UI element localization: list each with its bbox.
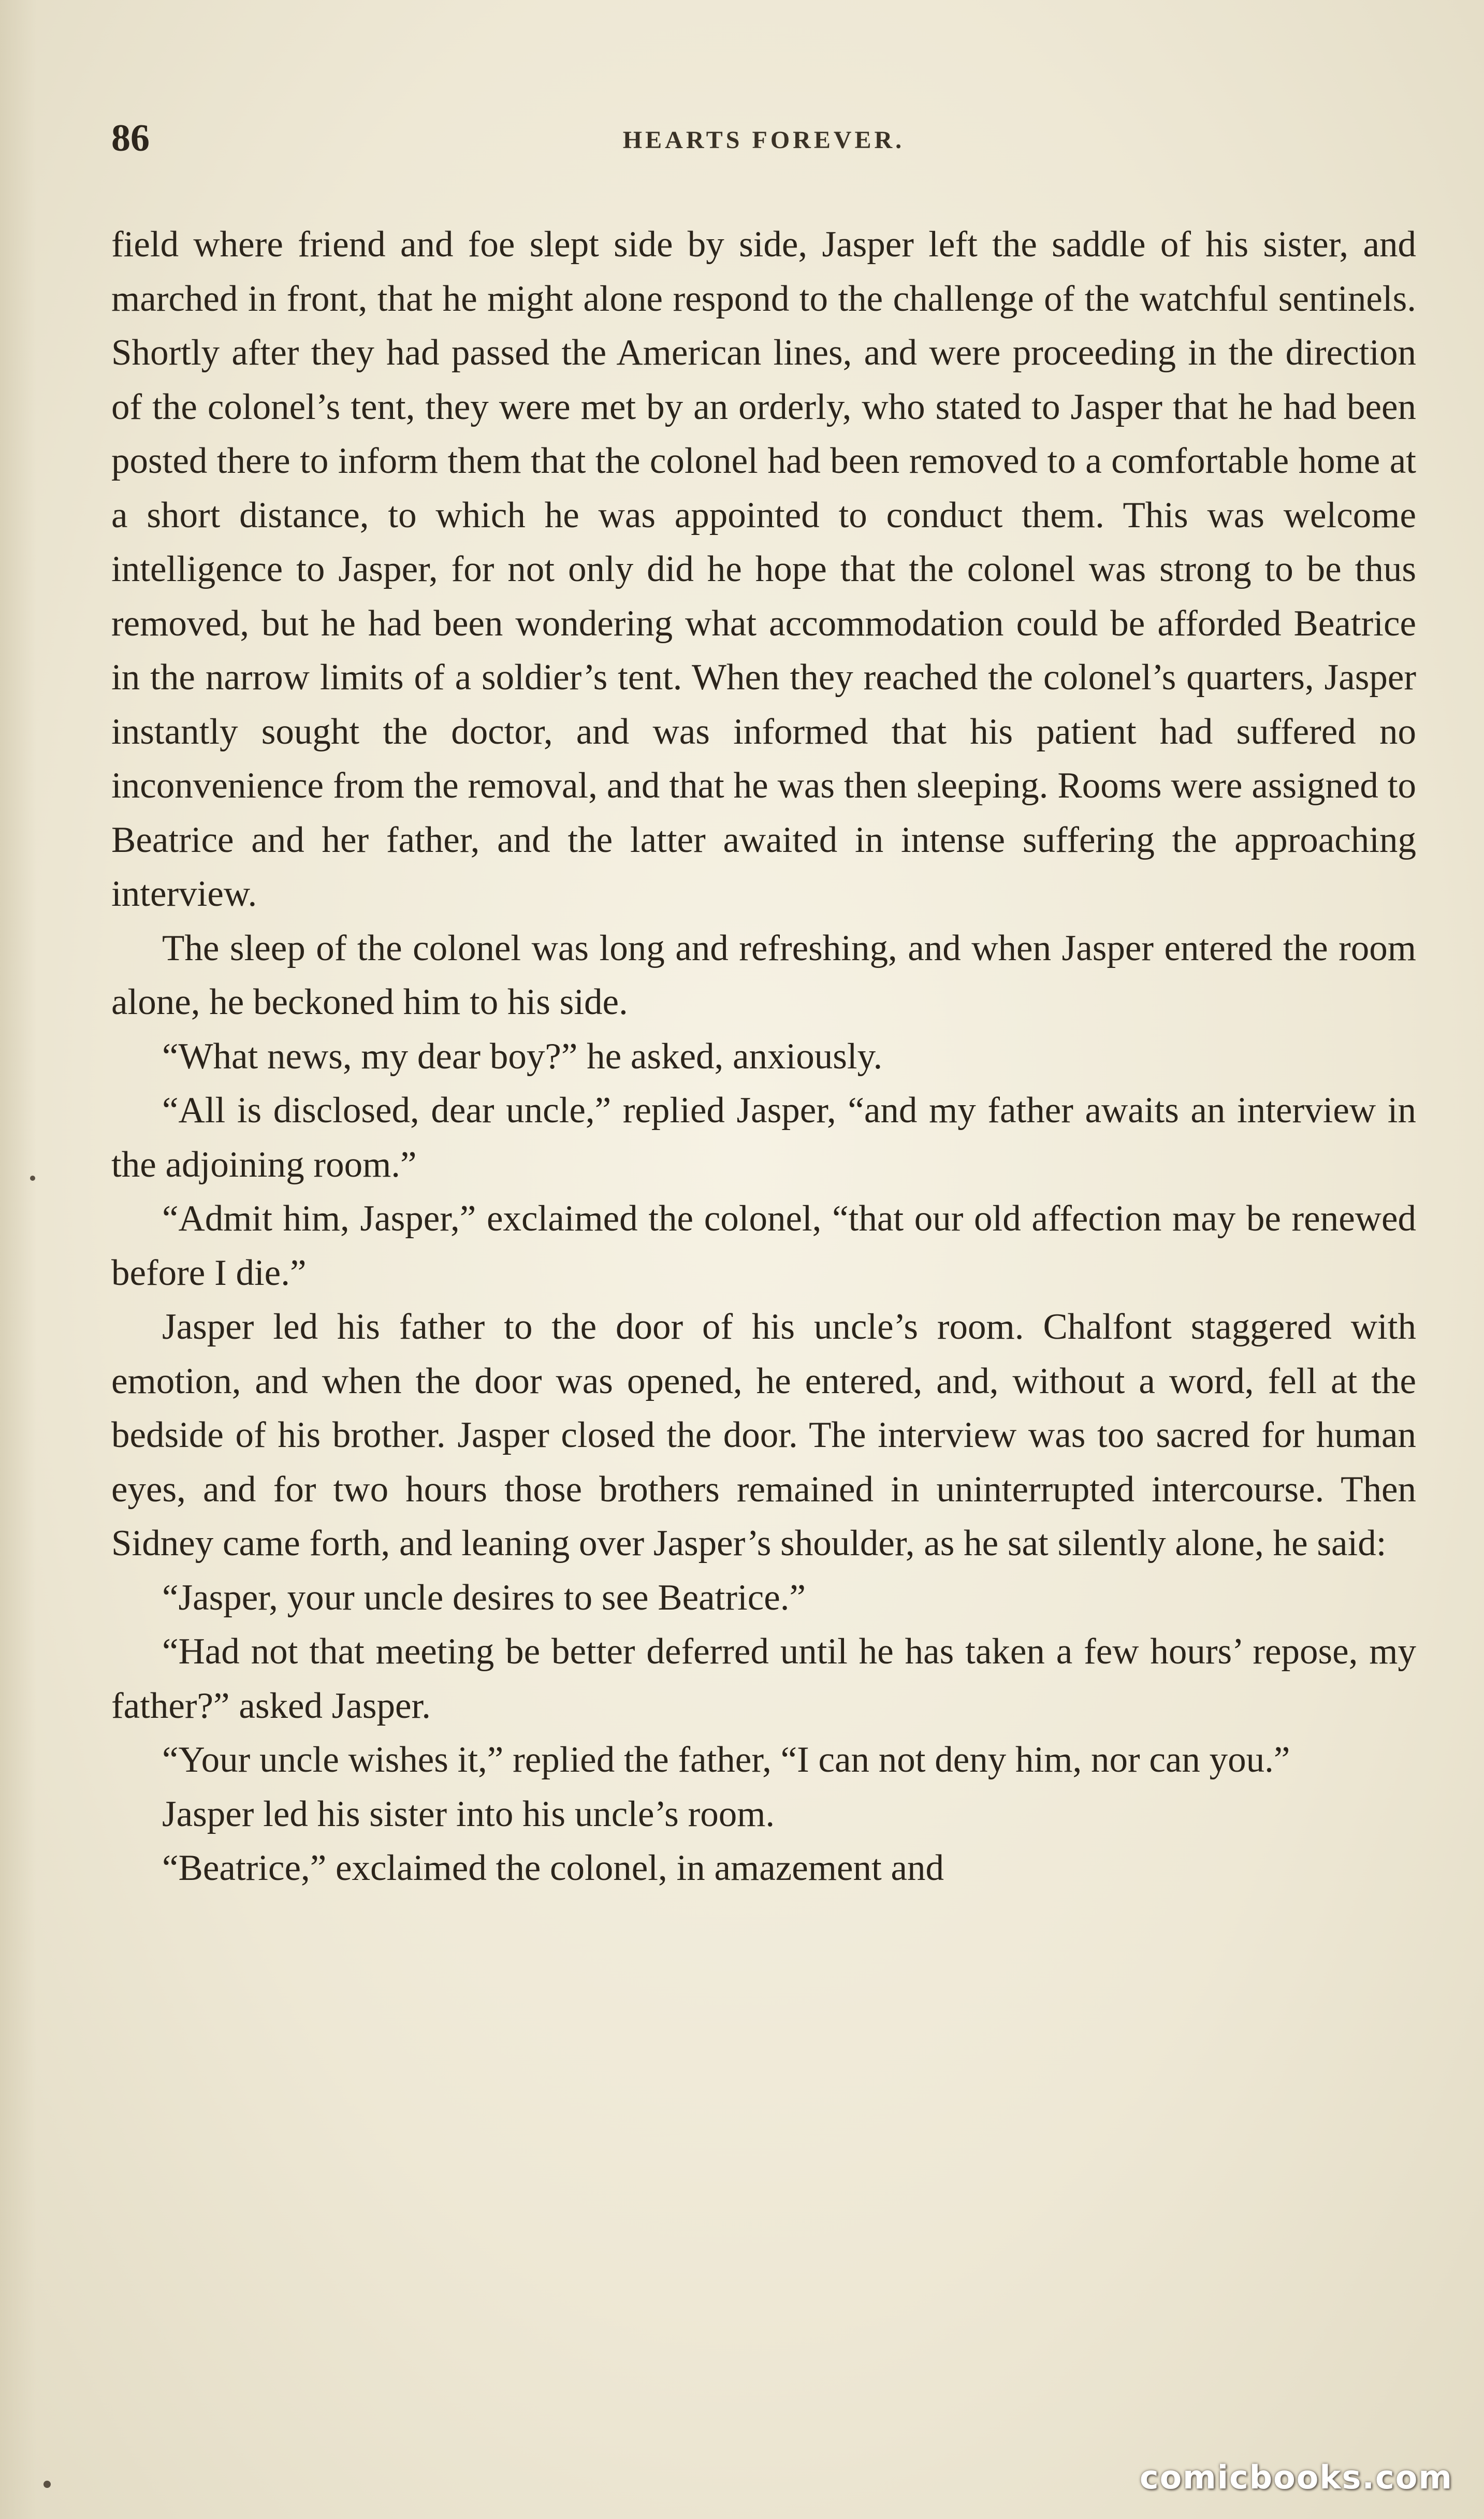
page-number: 86	[111, 117, 150, 160]
ink-speck	[30, 1176, 35, 1181]
body-text	[111, 218, 1416, 1895]
paragraph: “All is disclosed, dear uncle,” replied Jasper, “and my father awaits an interview in the adjoining room.”	[111, 1090, 1416, 1185]
running-header	[111, 117, 1416, 173]
paragraph: “Beatrice,” exclaimed the colonel, in amazement and	[162, 1848, 944, 1888]
paragraph: “Had not that meeting be better deferred until he has taken a few hours’ repose, my father?” asked Jasper.	[111, 1631, 1416, 1726]
watermark: comicbooks.com	[1139, 2458, 1453, 2496]
paragraph: “What news, my dear boy?” he asked, anxiously.	[162, 1036, 883, 1077]
paragraph: “Jasper, your uncle desires to see Beatrice.”	[162, 1577, 806, 1618]
ink-speck	[43, 2481, 51, 2488]
paragraph: The sleep of the colonel was long and refreshing, and when Jasper entered the room alone, he beckoned him to his side.	[111, 928, 1416, 1022]
paragraph: Jasper led his sister into his uncle’s room.	[162, 1793, 775, 1834]
paragraph: “Admit him, Jasper,” exclaimed the colonel, “that our old affection may be renewed before I die.”	[111, 1198, 1416, 1293]
running-title: HEARTS FOREVER.	[622, 126, 905, 154]
paragraph: Jasper led his father to the door of his uncle’s room. Chalfont staggered with emotion, and when the door was opened, he entered, and, without a word, fell at the bedside of his brother. Jasper closed the door. The interview was too sacred for human eyes, and for two hours those brothers remained in uninterrupted intercourse. Then Sidney came forth, and leaning over Jasper’s shoulder, as he sat silently alone, he said:	[111, 1307, 1416, 1563]
page-edge-shadow	[0, 0, 36, 2519]
paragraph: field where friend and foe slept side by side, Jasper left the saddle of his sister, and marched in front, that he might alone respond to the challenge of the watchful sentinels. Shortly after they had passed the American lines, and were proceeding in the direction of the colonel’s tent, they were met by an orderly, who stated to Jasper that he had been posted there to inform them that the colonel had been removed to a comfortable home at a short distance, to which he was appointed to conduct them. This was welcome intelligence to Jasper, for not only did he hope that the colonel was strong to be thus removed, but he had been wondering what accommodation could be afforded Beatrice in the narrow limits of a soldier’s tent. When they reached the colonel’s quarters, Jasper instantly sought the doctor, and was informed that his patient had suffered no inconvenience from the removal, and that he was then sleeping. Rooms were assigned to Beatrice and her father, and the latter awaited in intense suffering the approaching interview.	[111, 224, 1416, 914]
paragraph: “Your uncle wishes it,” replied the father, “I can not deny him, nor can you.”	[162, 1740, 1290, 1780]
